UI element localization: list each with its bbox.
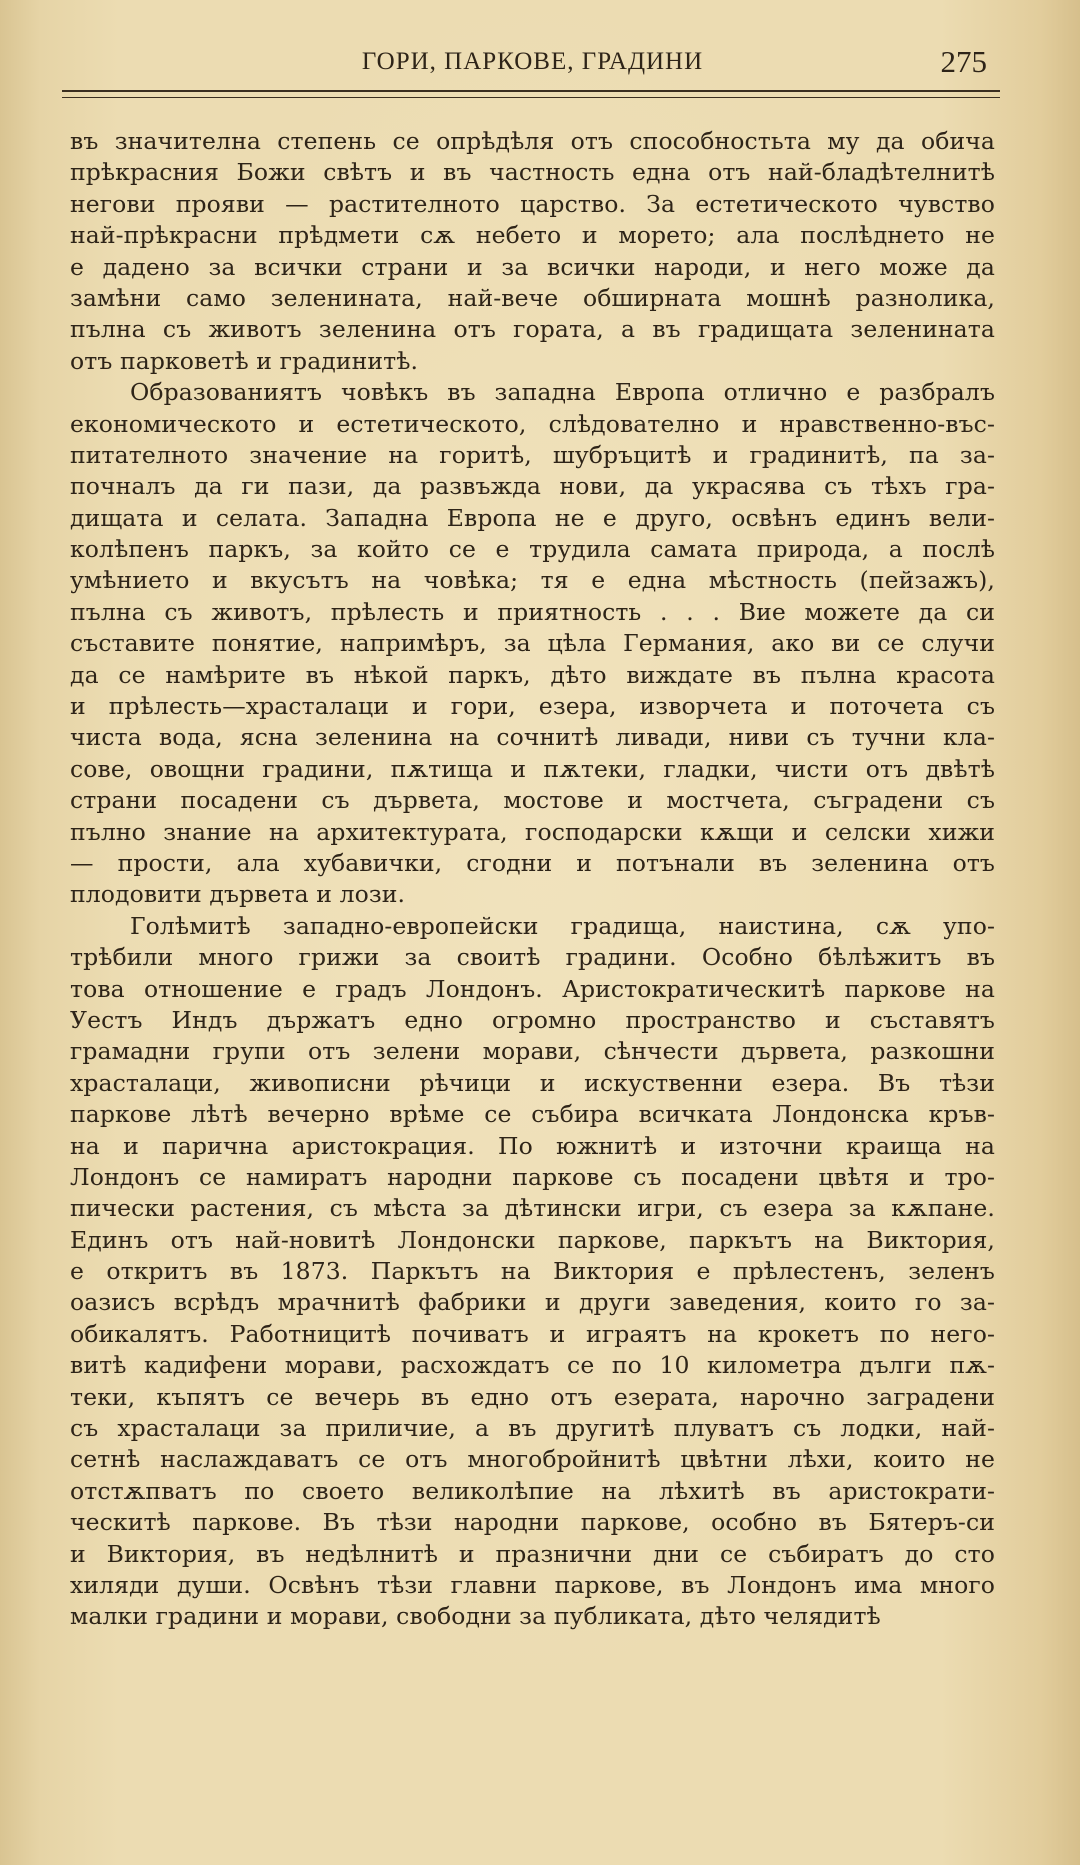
body-text: [70, 126, 995, 1633]
paragraph: [70, 126, 995, 377]
text-line: умѣнието и вкусътъ на човѣка; тя е една мѣстность (пейзажъ),: [70, 566, 995, 595]
text-line: Образованиятъ човѣкъ въ западна Европа отлично е разбралъ: [130, 378, 995, 407]
text-line: отъ парковетѣ и градинитѣ.: [70, 346, 419, 375]
text-line: обикалятъ. Работницитѣ почиватъ и играятъ на крокетъ по него-: [70, 1319, 995, 1348]
text-line: да се намѣрите въ нѣкой паркъ, дѣто виждате въ пълна красота: [70, 660, 995, 689]
page-number: 275: [940, 44, 987, 79]
text-line: прѣкрасния Божи свѣтъ и въ частность една отъ най-бладѣтелнитѣ: [70, 158, 995, 187]
text-line: дищата и селата. Западна Европа не е друго, освѣнъ единъ вели-: [70, 503, 995, 532]
text-line: е дадено за всички страни и за всички народи, и него може да: [70, 252, 995, 281]
text-line: Единъ отъ най-новитѣ Лондонски паркове, паркътъ на Виктория,: [70, 1225, 995, 1254]
text-line: пълно знание на архитектурата, господарски кѫщи и селски хижи: [70, 817, 995, 846]
page-header: [70, 44, 995, 88]
text-line: питателното значение на горитѣ, шубръцитѣ и градинитѣ, па за-: [70, 440, 995, 469]
text-line: на и парична аристокрация. По южнитѣ и източни краища на: [70, 1131, 995, 1160]
text-line: Лондонъ се намиратъ народни паркове съ посадени цвѣтя и тро-: [70, 1162, 995, 1191]
text-line: сетнѣ наслаждаватъ се отъ многобройнитѣ цвѣтни лѣхи, които не: [70, 1445, 995, 1474]
text-line: трѣбили много грижи за своитѣ градини. Особно бѣлѣжитъ въ: [70, 943, 995, 972]
text-line: ческитѣ паркове. Въ тѣзи народни паркове, особно въ Бятеръ-си: [70, 1508, 995, 1537]
text-line: пически растения, съ мѣста за дѣтински игри, съ езера за кѫпане.: [70, 1194, 995, 1223]
text-line: оазисъ всрѣдъ мрачнитѣ фабрики и други заведения, които го за-: [70, 1288, 995, 1317]
header-rule-thin: [62, 97, 1000, 98]
text-line: е откритъ въ 1873. Паркътъ на Виктория е прѣлестенъ, зеленъ: [70, 1257, 995, 1286]
text-line: това отношение е градъ Лондонъ. Аристократическитѣ паркове на: [70, 974, 995, 1003]
paragraph: [70, 377, 995, 911]
text-line: колѣпенъ паркъ, за който се е трудила самата природа, а послѣ: [70, 535, 995, 564]
text-line: плодовити дървета и лози.: [70, 880, 406, 909]
text-line: и прѣлесть—храсталаци и гори, езера, изворчета и поточета съ: [70, 692, 995, 721]
text-line: пълна съ животъ, прѣлесть и приятность . . . Вие можете да си: [70, 597, 995, 626]
text-line: съставите понятие, напримѣръ, за цѣла Германия, ако ви се случи: [70, 629, 995, 658]
text-line: Голѣмитѣ западно-европейски градища, наистина, сѫ упо-: [130, 911, 995, 940]
text-line: чиста вода, ясна зеленина на сочнитѣ ливади, ниви съ тучни кла-: [70, 723, 995, 752]
running-title: ГОРИ, ПАРКОВЕ, ГРАДИНИ: [361, 48, 704, 75]
text-line: храсталаци, живописни рѣчици и искуственни езера. Въ тѣзи: [70, 1068, 995, 1097]
paragraph: [70, 911, 995, 1633]
text-line: теки, къпятъ се вечерь въ едно отъ езерата, нарочно заградени: [70, 1382, 995, 1411]
text-line: страни посадени съ дървета, мостове и мостчета, съградени съ: [70, 786, 995, 815]
text-line: съ храсталаци за приличие, а въ другитѣ плуватъ съ лодки, най-: [70, 1414, 995, 1443]
text-line: и Виктория, въ недѣлнитѣ и празнични дни се събиратъ до сто: [70, 1539, 995, 1568]
text-line: грамадни групи отъ зелени морави, сѣнчести дървета, разкошни: [70, 1037, 995, 1066]
text-line: замѣни само зеленината, най-вече обширната мошнѣ разнолика,: [70, 283, 995, 312]
text-line: пълна съ животъ зеленина отъ гората, а въ градищата зеленината: [70, 315, 995, 344]
text-line: отстѫпватъ по своето великолѣпие на лѣхитѣ въ аристократи-: [70, 1476, 995, 1505]
text-line: негови прояви — растителното царство. За естетическото чувство: [70, 189, 995, 218]
text-line: паркове лѣтѣ вечерно врѣме се събира всичката Лондонска кръв-: [70, 1100, 995, 1129]
text-line: най-прѣкрасни прѣдмети сѫ небето и морето; ала послѣднето не: [70, 221, 995, 250]
text-line: витѣ кадифени морави, расхождатъ се по 10 километра дълги пѫ-: [70, 1351, 995, 1380]
text-line: въ значителна степень се опрѣдѣля отъ способностьта му да обича: [70, 127, 995, 155]
text-line: почналъ да ги пази, да развъжда нови, да украсява съ тѣхъ гра-: [70, 472, 995, 501]
text-line: малки градини и морави, свободни за публиката, дѣто челядитѣ: [70, 1602, 881, 1631]
header-rule-thick: [62, 90, 1000, 92]
text-line: сове, овощни градини, пѫтища и пѫтеки, гладки, чисти отъ двѣтѣ: [70, 754, 995, 783]
text-line: економическото и естетическото, слѣдователно и нравственно-въс-: [70, 409, 995, 438]
text-line: — прости, ала хубавички, сгодни и потънали въ зеленина отъ: [70, 848, 995, 877]
text-line: хиляди души. Освѣнъ тѣзи главни паркове, въ Лондонъ има много: [70, 1570, 995, 1599]
text-line: Уестъ Индъ държатъ едно огромно пространство и съставятъ: [70, 1005, 995, 1034]
